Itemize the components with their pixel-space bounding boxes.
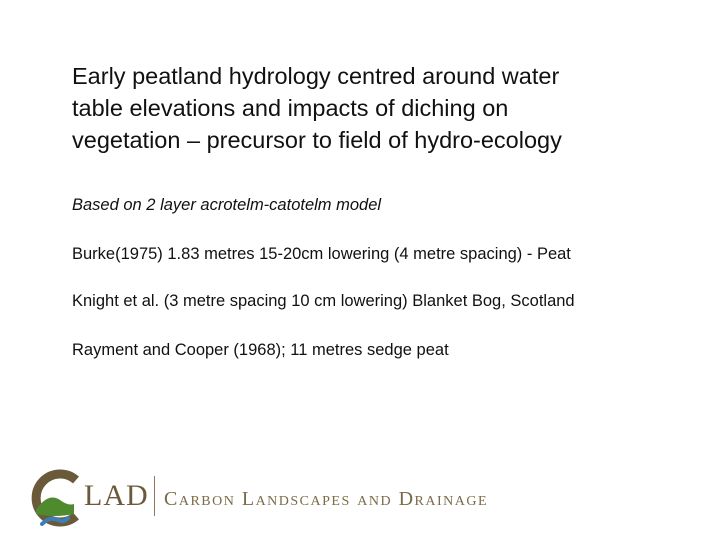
- bullet-knight: Knight et al. (3 metre spacing 10 cm lowering) Blanket Bog, Scotland: [72, 292, 575, 310]
- title-line-3: vegetation – precursor to field of hydro-ecology: [72, 127, 562, 153]
- bullet-model: Based on 2 layer acrotelm-catotelm model: [72, 196, 382, 214]
- slide-title: [72, 60, 692, 156]
- bullet-rayment: Rayment and Cooper (1968); 11 metres sedge peat: [72, 341, 449, 359]
- bullet-burke: Burke(1975) 1.83 metres 15-20cm lowering (4 metre spacing) - Peat: [72, 245, 571, 263]
- logo-lad-text: LAD: [84, 479, 149, 512]
- title-line-1: Early peatland hydrology centred around water: [72, 63, 560, 89]
- logo-divider: [154, 476, 155, 516]
- logo-tagline: Carbon Landscapes and Drainage: [164, 488, 489, 510]
- clad-logo: [24, 466, 554, 530]
- title-line-2: table elevations and impacts of diching on: [72, 95, 509, 121]
